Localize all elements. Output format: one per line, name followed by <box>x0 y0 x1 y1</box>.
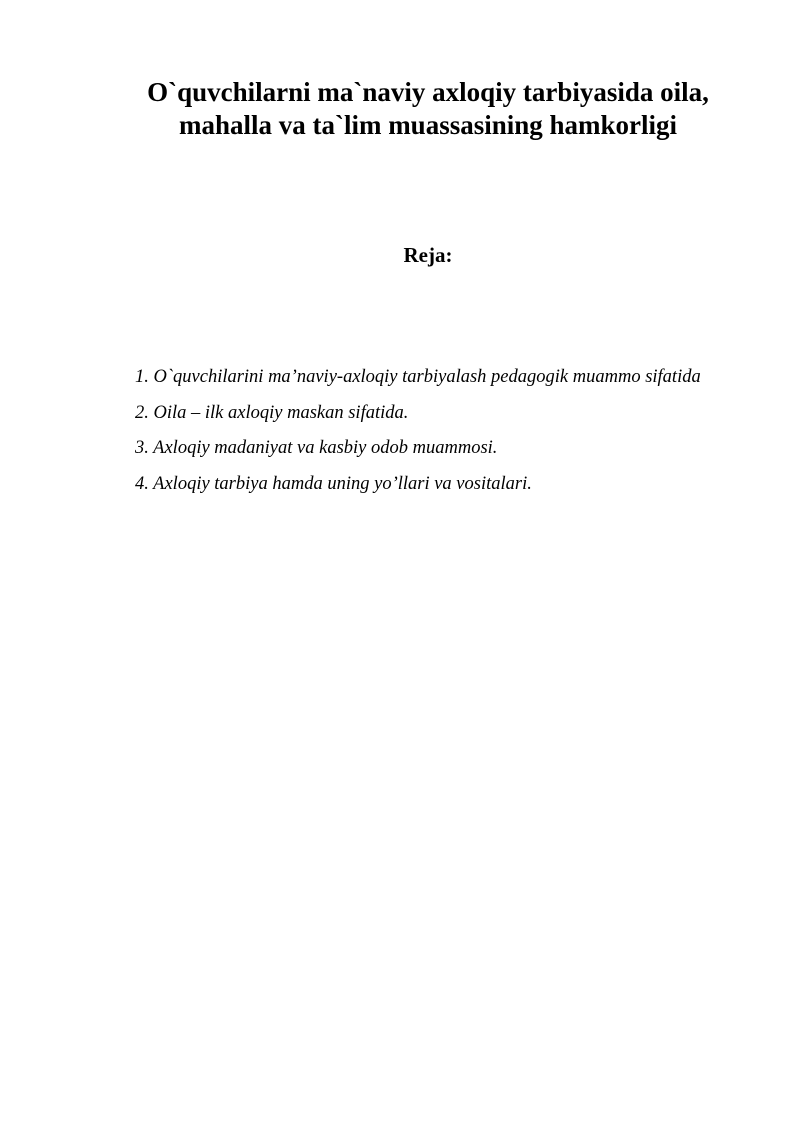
plan-item-2: 2. Oila – ilk axloqiy maskan sifatida. <box>135 402 409 423</box>
document-title <box>100 76 756 142</box>
plan-heading: Reja: <box>403 243 453 267</box>
plan-item-1: 1. O`quvchilarini ma’naviy-axloqiy tarbiyalash pedagogik muammo sifatida <box>135 367 701 387</box>
plan-item-4: 4. Axloqiy tarbiya hamda uning yo’llari va vositalari. <box>135 473 532 494</box>
plan-list <box>114 360 734 502</box>
title-line-1: O`quvchilarni ma`naviy axloqiy tarbiyasida oila, <box>147 77 709 107</box>
title-line-2: mahalla va ta`lim muassasining hamkorligi <box>178 110 678 140</box>
plan-item-3: 3. Axloqiy madaniyat va kasbiy odob muammosi. <box>135 438 498 458</box>
